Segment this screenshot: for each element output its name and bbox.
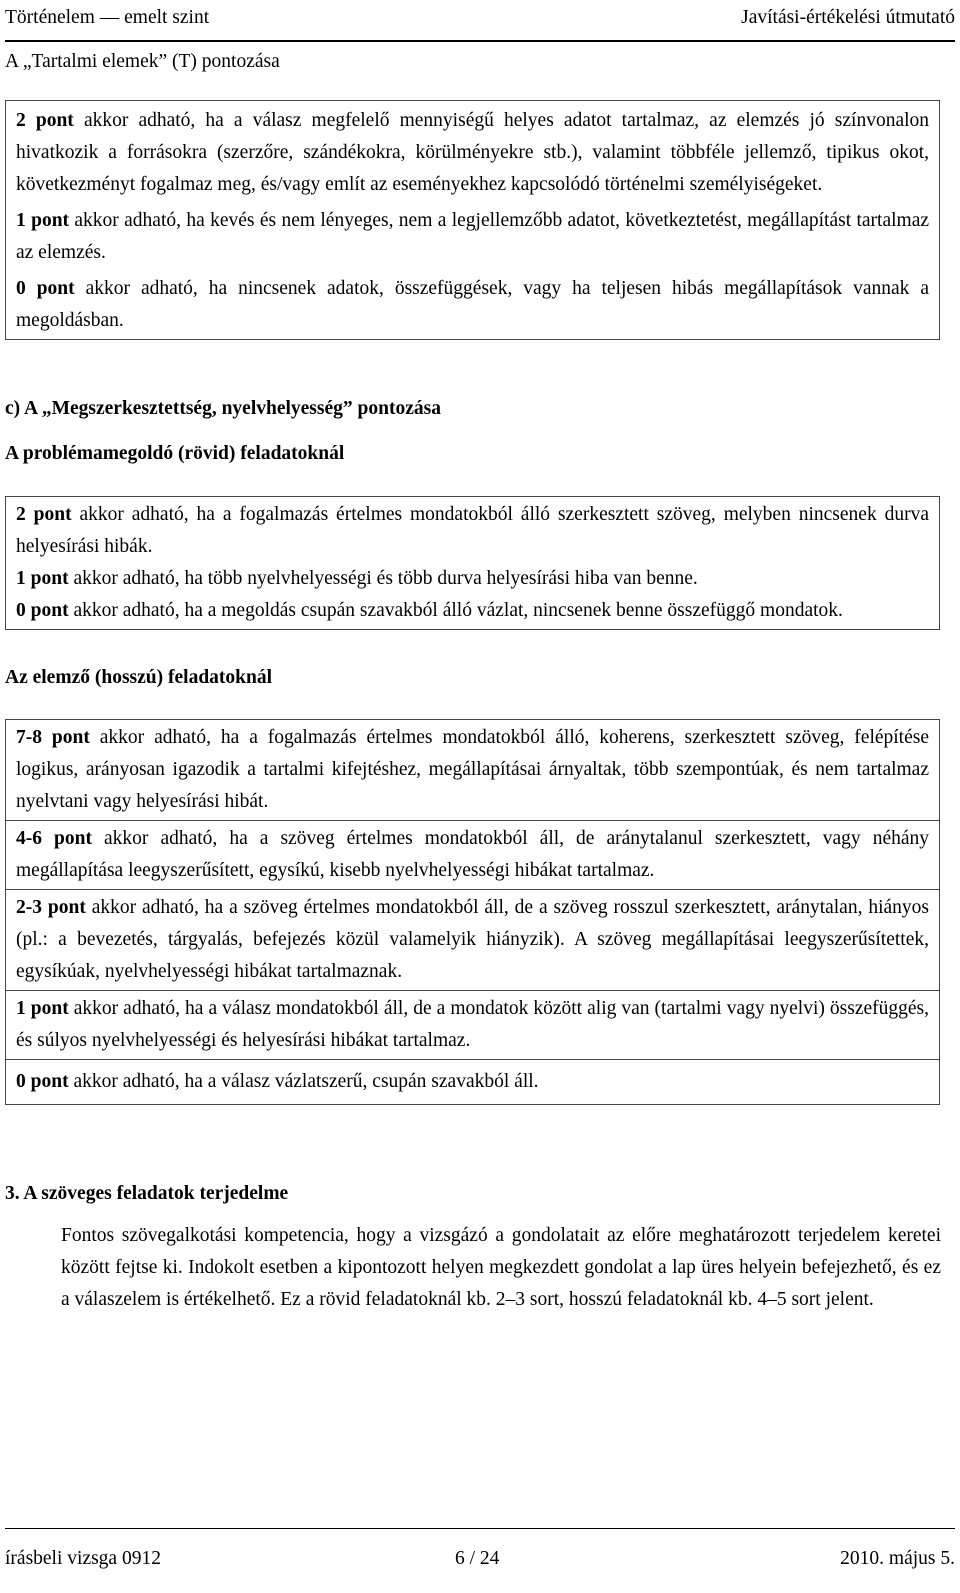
section-3-title: 3. A szöveges feladatok terjedelme: [5, 1183, 289, 1204]
score-row: [16, 105, 929, 201]
section-long-title: Az elemző (hosszú) feladatoknál: [5, 667, 273, 688]
header-right: Javítási-értékelési útmutató: [741, 7, 955, 28]
header-left: Történelem — emelt szint: [5, 7, 210, 28]
score-row: [16, 205, 929, 269]
score-row: [6, 720, 939, 820]
section-long-box: [5, 719, 940, 1105]
score-row: [16, 273, 929, 337]
footer-right: 2010. május 5.: [840, 1548, 955, 1569]
page-header: [5, 0, 955, 42]
score-row: [6, 1059, 939, 1104]
score-text: akkor adható, ha több nyelvhelyességi és több durva helyesírási hiba van benne.: [73, 568, 698, 589]
footer-left: írásbeli vizsga 0912: [5, 1548, 161, 1569]
score-points: 2 pont: [16, 110, 74, 131]
page-footer: [5, 1528, 955, 1569]
score-points: 2-3 pont: [16, 897, 86, 918]
footer-page-number: 6 / 24: [455, 1548, 500, 1569]
section-c-subtitle: A problémamegoldó (rövid) feladatoknál: [5, 443, 345, 464]
score-points: 2 pont: [16, 504, 72, 525]
section-t-cell: [6, 101, 939, 339]
score-text: akkor adható, ha a szöveg értelmes mondatokból áll, de a szöveg rosszul szerkesztett, aránytalan, hiányos (pl.: a bevezetés, tárgyalás, befejezés közül valamelyik hiányzik). A szöveg megállapításai leegyszerűsítettek, egysíkúak, nyelvhelyességi hibákat tartalmaznak.: [16, 897, 930, 982]
score-row: [6, 820, 939, 889]
score-text: akkor adható, ha a fogalmazás értelmes mondatokból álló szerkesztett szöveg, melyben nincsenek durva helyesírási hibák.: [16, 504, 929, 557]
score-text: akkor adható, ha a megoldás csupán szavakból álló vázlat, nincsenek benne összefüggő mondatok.: [73, 600, 843, 621]
score-points: 1 pont: [16, 998, 69, 1019]
score-text: akkor adható, ha a válasz megfelelő mennyiségű helyes adatot tartalmaz, az elemzés jó színvonalon hivatkozik a forrásokra (szerzőre, szándékokra, körülményekre stb.), valamint többféle jellemző, tipikus okot, következményt fogalmaz meg, és/vagy említ az eseményekhez kapcsolódó történelmi személyiségeket.: [16, 110, 930, 195]
score-points: 1 pont: [16, 568, 69, 589]
score-row: [16, 595, 929, 627]
section-c-box: [5, 496, 940, 630]
section-c-cell: [6, 497, 939, 629]
score-points: 0 pont: [16, 600, 69, 621]
score-row: [6, 889, 939, 990]
score-text: akkor adható, ha a válasz vázlatszerű, csupán szavakból áll.: [73, 1071, 539, 1092]
score-row: [6, 990, 939, 1059]
section-3-paragraph: Fontos szövegalkotási kompetencia, hogy a vizsgázó a gondolatait az előre meghatározott terjedelem keretei között fejtse ki. Indokolt esetben a kipontozott helyen megkezdett gondolat a lap üres helyein befejezhető, és ez a válaszelem is értékelhető. Ez a rövid feladatoknál kb. 2–3 sort, hosszú feladatoknál kb. 4–5 sort jelent.: [61, 1225, 941, 1310]
section-c-title: c) A „Megszerkesztettség, nyelvhelyesség” pontozása: [5, 398, 441, 419]
score-text: akkor adható, ha nincsenek adatok, összefüggések, vagy ha teljesen hibás megállapítások vannak a megoldásban.: [16, 278, 930, 331]
score-text: akkor adható, ha a fogalmazás értelmes mondatokból álló, koherens, szerkesztett szöveg, felépítése logikus, arányosan igazodik a tartalmi kifejtéshez, megállapításai árnyaltak, több szempontúak, és nem tartalmaz nyelvtani vagy helyesírási hibát.: [16, 727, 930, 812]
score-row: [16, 499, 929, 563]
score-row: [16, 563, 929, 595]
score-points: 0 pont: [16, 278, 75, 299]
score-points: 7-8 pont: [16, 727, 90, 748]
score-text: akkor adható, ha a válasz mondatokból áll, de a mondatok között alig van (tartalmi vagy nyelvi) összefüggés, és súlyos nyelvhelyességi és helyesírási hibákat tartalmaz.: [16, 998, 930, 1051]
section-t-box: [5, 100, 940, 340]
score-points: 0 pont: [16, 1071, 69, 1092]
score-points: 4-6 pont: [16, 828, 92, 849]
score-points: 1 pont: [16, 210, 70, 231]
score-text: akkor adható, ha kevés és nem lényeges, nem a legjellemzőbb adatot, következtetést, megállapítást tartalmaz az elemzés.: [16, 210, 930, 263]
section-t-title: A „Tartalmi elemek” (T) pontozása: [5, 51, 280, 72]
score-text: akkor adható, ha a szöveg értelmes mondatokból áll, de aránytalanul szerkesztett, vagy néhány megállapítása leegyszerűsített, egysíkú, kisebb nyelvhelyességi hibákat tartalmaz.: [16, 828, 929, 881]
